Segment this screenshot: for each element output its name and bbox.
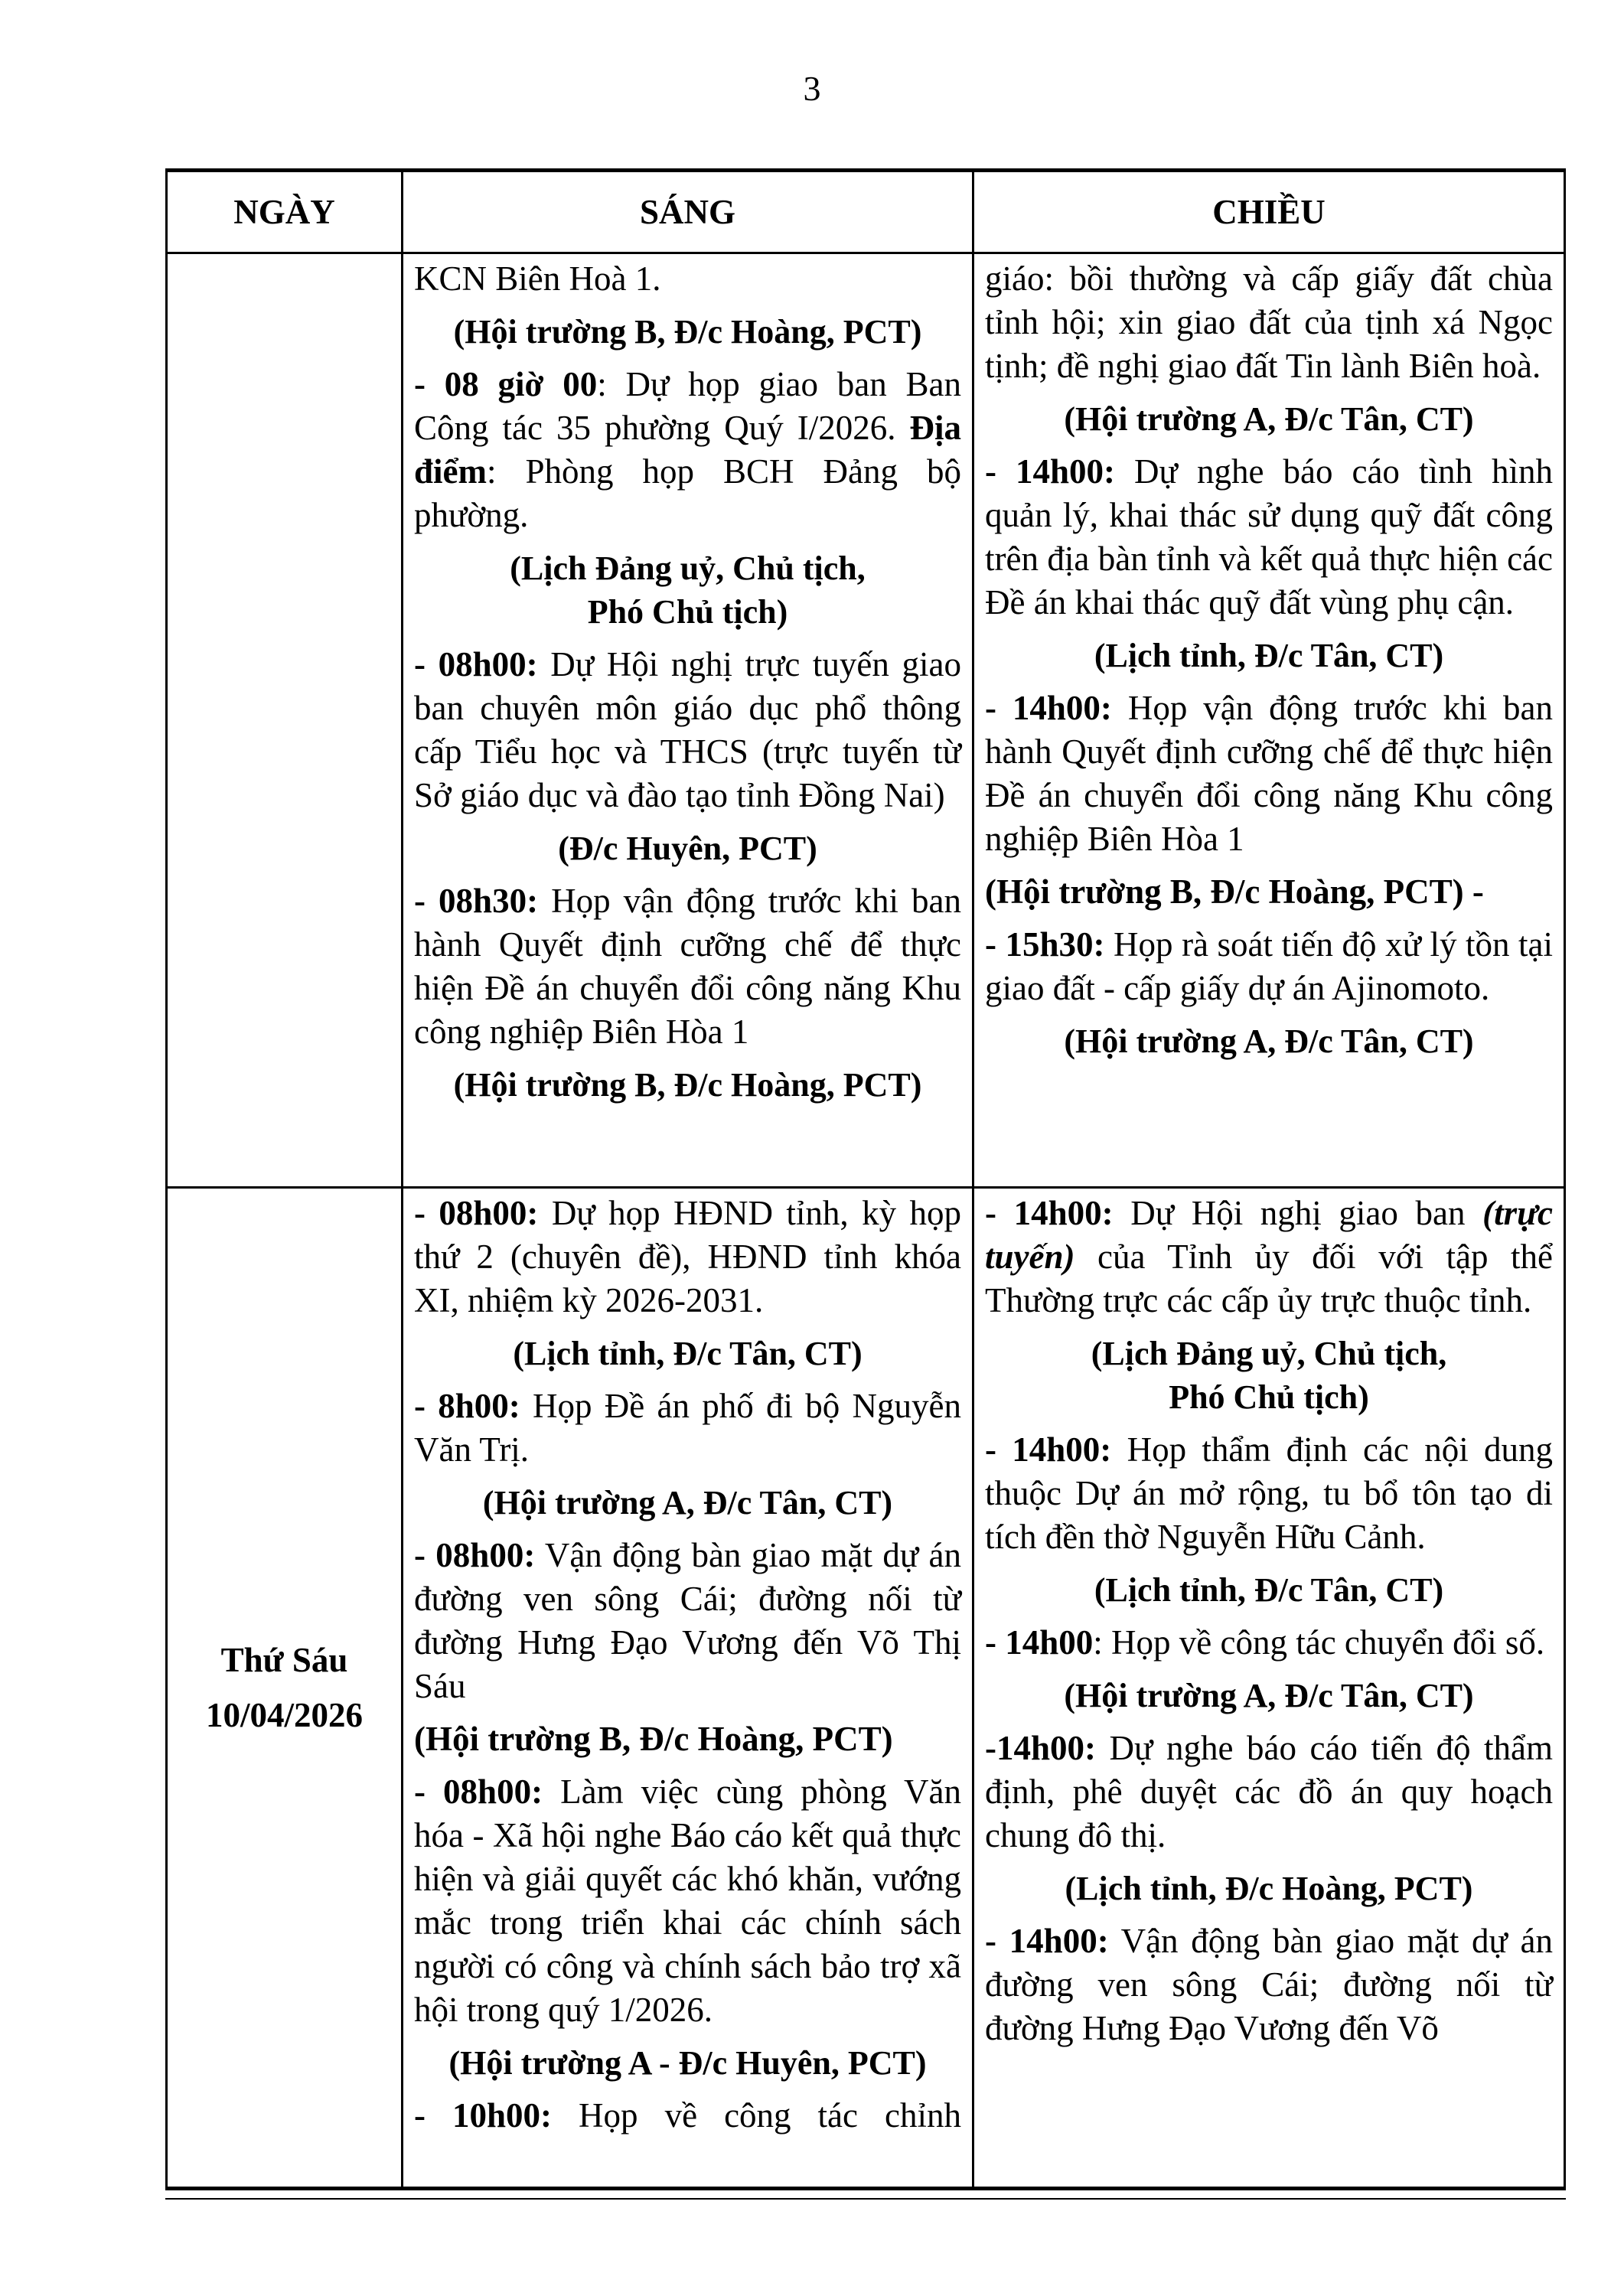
schedule-paragraph: (Lịch Đảng uỷ, Chủ tịch, Phó Chủ tịch)	[1091, 1335, 1447, 1416]
day-label: Thứ Sáu	[220, 1641, 348, 1679]
schedule-paragraph: KCN Biên Hoà 1.	[414, 259, 661, 298]
schedule-paragraph: (Hội trường B, Đ/c Hoàng, PCT) -	[985, 872, 1484, 911]
schedule-paragraph: - 8h00: Họp Đề án phố đi bộ Nguyễn Văn Trị.	[414, 1387, 961, 1469]
schedule-paragraph: (Hội trường A, Đ/c Tân, CT)	[1064, 1022, 1474, 1060]
col-header-sang: SÁNG	[401, 172, 972, 254]
morning-cell-row1	[401, 254, 972, 1189]
schedule-paragraph: (Lịch Đảng uỷ, Chủ tịch, Phó Chủ tịch)	[510, 550, 866, 631]
schedule-paragraph: (Hội trường A, Đ/c Tân, CT)	[1064, 1677, 1474, 1714]
col-header-ngay: NGÀY	[168, 172, 401, 254]
schedule-paragraph: giáo: bồi thường và cấp giấy đất chùa tỉnh hội; xin giao đất của tịnh xá Ngọc tịnh; đề nghị giao đất Tin lành Biên hoà.	[985, 259, 1553, 385]
day-cell-row1	[168, 254, 401, 1189]
schedule-paragraph: - 08 giờ 00: Dự họp giao ban Ban Công tác 35 phường Quý I/2026. Địa điểm: Phòng họp BCH Đảng bộ phường.	[414, 365, 962, 534]
schedule-paragraph: (Lịch tỉnh, Đ/c Tân, CT)	[1094, 637, 1444, 674]
schedule-paragraph: (Hội trường A, Đ/c Tân, CT)	[482, 1484, 893, 1521]
afternoon-cell-row2	[972, 1189, 1564, 2187]
schedule-paragraph: - 14h00: Vận động bàn giao mặt dự án đường ven sông Cái; đường nối từ đường Hưng Đạo Vương đến Võ	[985, 1922, 1554, 2047]
schedule-paragraph: (Lịch tỉnh, Đ/c Tân, CT)	[1094, 1571, 1444, 1609]
col-header-chieu: CHIỀU	[972, 172, 1564, 254]
schedule-paragraph: (Hội trường B, Đ/c Hoàng, PCT)	[453, 1066, 922, 1104]
schedule-paragraph: - 15h30: Họp rà soát tiến độ xử lý tồn tại giao đất - cấp giấy dự án Ajinomoto.	[985, 925, 1554, 1007]
schedule-paragraph: - 14h00: Dự Hội nghị giao ban (trực tuyến) của Tỉnh ủy đối với tập thể Thường trực các cấp ủy trực thuộc tỉnh.	[985, 1194, 1554, 1319]
schedule-paragraph: - 08h00: Vận động bàn giao mặt dự án đường ven sông Cái; đường nối từ đường Hưng Đạo Vương đến Võ Thị Sáu	[414, 1536, 962, 1705]
page-number: 3	[803, 69, 821, 108]
schedule-paragraph: - 14h00: Dự nghe báo cáo tình hình quản lý, khai thác sử dụng quỹ đất công trên địa bàn tỉnh và kết quả thực hiện các Đề án khai thác quỹ đất vùng phụ cận.	[985, 452, 1553, 621]
afternoon-cell-row1	[972, 254, 1564, 1189]
page-break-line-bottom	[165, 2198, 1566, 2200]
schedule-paragraph: (Lịch tỉnh, Đ/c Hoàng, PCT)	[1065, 1870, 1473, 1907]
schedule-paragraph: (Hội trường A - Đ/c Huyên, PCT)	[448, 2044, 927, 2082]
schedule-paragraph: - 08h00: Dự họp HĐND tỉnh, kỳ họp thứ 2 (chuyên đề), HĐND tỉnh khóa XI, nhiệm kỳ 2026-2031.	[414, 1194, 961, 1319]
schedule-paragraph: (Hội trường B, Đ/c Hoàng, PCT)	[453, 313, 922, 351]
day-label: 10/04/2026	[205, 1696, 363, 1734]
schedule-paragraph: - 14h00: Họp vận động trước khi ban hành Quyết định cưỡng chế để thực hiện Đề án chuyển đổi công năng Khu công nghiệp Biên Hòa 1	[985, 689, 1554, 858]
schedule-paragraph: (Hội trường A, Đ/c Tân, CT)	[1064, 400, 1474, 438]
morning-cell-row2	[401, 1189, 972, 2187]
day-cell-row2	[168, 1189, 401, 2187]
schedule-paragraph: - 08h30: Họp vận động trước khi ban hành Quyết định cưỡng chế để thực hiện Đề án chuyển đổi công năng Khu công nghiệp Biên Hòa 1	[414, 882, 962, 1051]
schedule-paragraph: - 14h00: Họp về công tác chuyển đổi số.	[985, 1623, 1545, 1662]
schedule-paragraph: - 10h00: Họp về công tác chỉnh	[414, 2096, 962, 2135]
schedule-paragraph: - 14h00: Họp thẩm định các nội dung thuộc Dự án mở rộng, tu bổ tôn tạo di tích đền thờ Nguyễn Hữu Cảnh.	[985, 1430, 1553, 1556]
schedule-table	[165, 168, 1566, 2190]
schedule-paragraph: - 08h00: Làm việc cùng phòng Văn hóa - Xã hội nghe Báo cáo kết quả thực hiện và giải quyết các khó khăn, vướng mắc trong triển khai các chính sách người có công và chính sách bảo trợ xã hội trong quý 1/2026.	[414, 1773, 961, 2029]
schedule-paragraph: -14h00: Dự nghe báo cáo tiến độ thẩm định, phê duyệt các đồ án quy hoạch chung đô thị.	[985, 1729, 1553, 1854]
schedule-paragraph: (Hội trường B, Đ/c Hoàng, PCT)	[414, 1720, 893, 1758]
schedule-paragraph: - 08h00: Dự Hội nghị trực tuyến giao ban chuyên môn giáo dục phổ thông cấp Tiểu học và THCS (trực tuyến từ Sở giáo dục và đào tạo tỉnh Đồng Nai)	[414, 645, 961, 814]
schedule-paragraph: (Lịch tỉnh, Đ/c Tân, CT)	[513, 1335, 863, 1372]
schedule-paragraph: (Đ/c Huyên, PCT)	[558, 830, 817, 867]
